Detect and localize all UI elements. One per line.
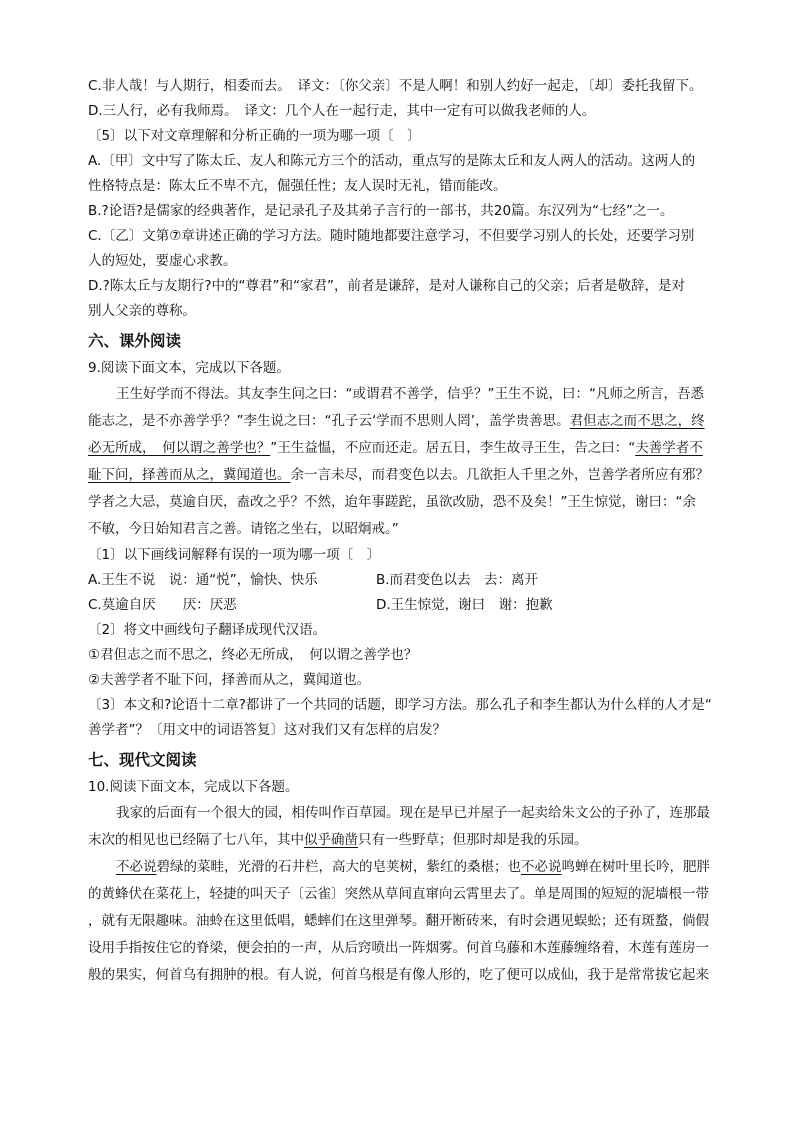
underlined-phrase: 不必说 [116,859,157,875]
q5-option-d-line1: D.?陈太丘与友期行?中的“尊君”和“家君”，前者是谦辞，是对人谦称自己的父亲；后者是敬辞，是对 [88,278,685,294]
underlined-sentence-1-cont: 必无所成， 何以谓之善学也？ [88,440,271,456]
q5-option-c-line1: C.〔乙〕文第⑦章讲述正确的学习方法。随时随地都要注意学习，不但要学习别人的长处，还要学习别 [88,228,695,244]
underlined-sentence-2: 夫善学者不 [635,440,703,456]
q5-option-c-line2: 人的短处，要虚心求教。 [88,253,237,269]
passage-line [88,854,720,881]
classical-passage [88,381,720,543]
option-d: D.王生惊觉，谢曰 谢：抱歉 [376,597,553,613]
sub-question-3-line1: 〔3〕本文和?论语十二章?都讲了一个共同的话题，即学习方法。那么孔子和李生都认为什么样的人才是“ [88,697,712,713]
q5-option-a-line2: 性格特点是：陈太丘不卑不亢，倔强任性；友人误时无礼，错而能改。 [88,178,507,194]
passage-text: 碧绿的菜畦，光滑的石井栏，高大的皂荚树，紫红的桑椹；也 [156,859,521,875]
passage-text: ”王生益愠，不应而还走。居五日，李生故寻王生，告之曰：“ [270,440,636,456]
translate-item-1: ①君但志之而不思之，终必无所成， 何以谓之善学也？ [88,647,418,663]
passage-line: 般的果实，何首乌有拥肿的根。有人说，何首乌根是有像人形的，吃了便可以成仙，我于是常常拔它起来 [88,967,709,983]
question-5: 〔5〕以下对文章理解和分析正确的一项为哪一项〔 〕 [88,128,421,144]
passage-line: 的黄蜂伏在菜花上，轻捷的叫天子〔云雀〕突然从草间直窜向云霄里去了。单是周围的短短的泥墙根一带 [88,886,709,902]
underlined-phrase: 似乎确凿 [304,832,358,848]
passage-line: 不敏，今日始知君言之善。请铭之坐右，以昭炯戒。” [88,521,399,537]
section-7-heading: 七、现代文阅读 [88,751,197,769]
question-9: 9.阅读下面文本，完成以下各题。 [88,360,290,376]
passage-text: 末次的相见也已经隔了七八年，其中 [88,832,304,848]
option-c-translation: C.非人哉！与人期行，相委而去。 译文：〔你父亲〕不是人啊！和别人约好一起走，〔却〕委托我留下。 [88,78,703,94]
option-a: A.王生不说 说：通“悦”，愉快、快乐 [88,572,318,588]
passage-line [88,827,720,854]
sub-question-1-options-row2 [88,593,720,618]
q5-option-d-line2: 别人父亲的尊称。 [88,303,196,319]
q5-option-b: B.?论语?是儒家的经典著作，是记录孔子及其弟子言行的一部书，共20篇。东汉列为“七经”之一。 [88,203,674,219]
passage-line [88,435,720,462]
sub-question-2: 〔2〕将文中画线句子翻译成现代汉语。 [88,622,327,638]
section-6-heading: 六、课外阅读 [88,332,182,350]
passage-line [88,408,720,435]
underlined-sentence-1: 君但志之而不思之，终 [569,413,705,429]
question-10: 10.阅读下面文本，完成以下各题。 [88,779,299,795]
sub-question-1-options-row1 [88,568,720,593]
passage-text: 只有一些野草；但那时却是我的乐园。 [358,832,588,848]
passage-line: 学者之大忌，莫逾自厌，盍改之乎？不然，迨年事蹉跎，虽欲改励，恐不及矣！”王生惊觉，谢曰：“余 [88,494,696,510]
option-c: C.莫逾自厌 厌：厌恶 [88,597,237,613]
passage-line: 设用手指按住它的脊梁，便会拍的一声，从后窍喷出一阵烟雾。何首乌藤和木莲藤缠络着，木莲有莲房一 [88,940,709,956]
sub-question-3-line2: 善学者”？〔用文中的词语答复〕这对我们又有怎样的启发？ [88,722,446,738]
passage-line: ，就有无限趣味。油蛉在这里低唱，蟋蟀们在这里弹琴。翻开断砖来，有时会遇见蜈蚣；还有斑蝥，倘假 [88,913,709,929]
option-b: B.而君变色以去 去：离开 [376,572,539,588]
translate-item-2: ②夫善学者不耻下问，择善而从之，冀闻道也。 [88,672,371,688]
document-content [88,74,720,989]
passage-text: 能志之，是不亦善学乎？”李生说之曰：“孔子云‘学而不思则人罔’，盖学贵善思。 [88,413,570,429]
passage-text: 余一言未尽，而君变色以去。几欲拒人千里之外，岂善学者所应有邪？ [290,467,709,483]
passage-line: 王生好学而不得法。其友李生问之曰：“或谓君不善学，信乎？”王生不说，曰：“凡师之所言，吾悉 [116,386,704,402]
underlined-phrase: 不必说 [521,859,562,875]
passage-line: 我家的后面有一个很大的园，相传叫作百草园。现在是早已并屋子一起卖给朱文公的子孙了，连那最 [116,805,710,821]
q5-option-a-line1: A.〔甲〕文中写了陈太丘、友人和陈元方三个的活动，重点写的是陈太丘和友人两人的活动。这两人的 [88,153,696,169]
option-d-translation: D.三人行，必有我师焉。 译文：几个人在一起行走，其中一定有可以做我老师的人。 [88,103,596,119]
passage-line [88,462,720,489]
modern-passage [88,800,720,989]
sub-question-1: 〔1〕以下画线词解释有误的一项为哪一项〔 〕 [88,547,381,563]
underlined-sentence-2-cont: 耻下问，择善而从之，冀闻道也。 [88,467,291,483]
passage-text: 鸣蝉在树叶里长吟，肥胖 [561,859,710,875]
